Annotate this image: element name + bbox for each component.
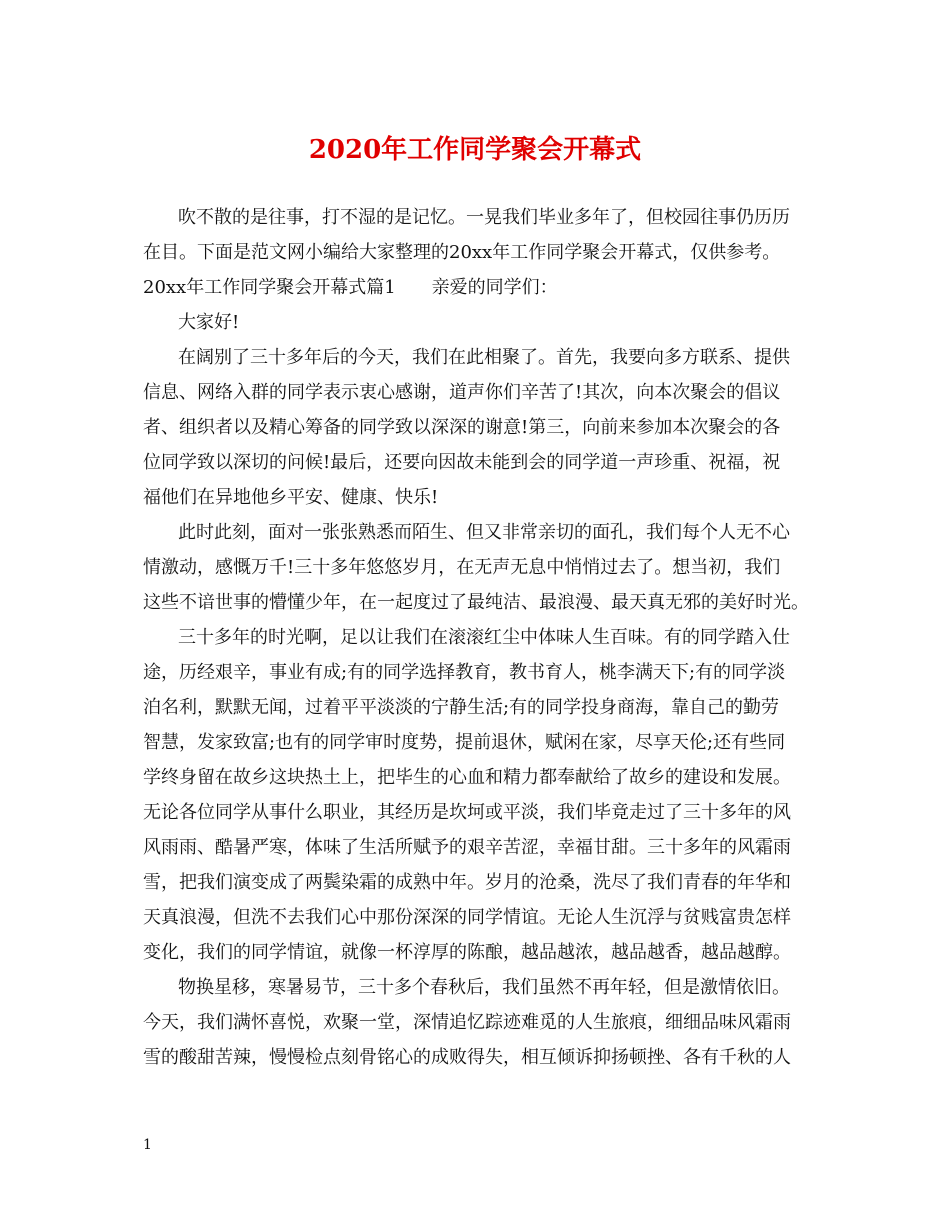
body-line: 者、组织者以及精心筹备的同学致以深深的谢意!第三，向前来参加本次聚会的各 xyxy=(143,417,781,438)
body-line: 风雨雨、酷暑严寒，体味了生活所赋予的艰辛苦涩，幸福甘甜。三十多年的风霜雨 xyxy=(143,837,791,858)
body-line: 今天，我们满怀喜悦，欢聚一堂，深情追忆踪迹难觅的人生旅痕，细细品味风霜雨 xyxy=(143,1012,791,1033)
body-line: 此时此刻，面对一张张熟悉而陌生、但又非常亲切的面孔，我们每个人无不心 xyxy=(178,522,790,543)
body-line: 情激动，感慨万千!三十多年悠悠岁月，在无声无息中悄悄过去了。想当初，我们 xyxy=(143,557,781,578)
body-line: 吹不散的是往事，打不湿的是记忆。一晃我们毕业多年了，但校园往事仍历历 xyxy=(178,207,790,228)
body-line: 泊名利，默默无闻，过着平平淡淡的宁静生活;有的同学投身商海，靠自己的勤劳 xyxy=(143,697,780,718)
body-line: 位同学致以深切的问候!最后，还要向因故未能到会的同学道一声珍重、祝福，祝 xyxy=(143,452,781,473)
body-line: 变化，我们的同学情谊，就像一杯淳厚的陈酿，越品越浓，越品越香，越品越醇。 xyxy=(143,942,791,963)
document-title: 2020年工作同学聚会开幕式 xyxy=(308,135,642,165)
body-line: 三十多年的时光啊，足以让我们在滚滚红尘中体味人生百味。有的同学踏入仕 xyxy=(178,627,790,648)
page-number: 1 xyxy=(143,1137,152,1153)
body-line: 这些不谙世事的懵懂少年，在一起度过了最纯洁、最浪漫、最天真无邪的美好时光。 xyxy=(143,592,809,613)
body-line: 无论各位同学从事什么职业，其经历是坎坷或平淡，我们毕竟走过了三十多年的风 xyxy=(143,802,791,823)
body-line: 途，历经艰辛，事业有成;有的同学选择教育，教书育人，桃李满天下;有的同学淡 xyxy=(143,662,786,683)
body-line: 雪的酸甜苦辣，慢慢检点刻骨铭心的成败得失，相互倾诉抑扬顿挫、各有千秋的人 xyxy=(143,1047,791,1068)
document-body xyxy=(143,200,815,1075)
body-line: 雪，把我们演变成了两鬓染霜的成熟中年。岁月的沧桑，洗尽了我们青春的年华和 xyxy=(143,872,791,893)
body-line: 在目。下面是范文网小编给大家整理的20xx年工作同学聚会开幕式，仅供参考。 xyxy=(143,242,781,263)
body-line: 大家好! xyxy=(178,312,240,333)
body-line: 智慧，发家致富;也有的同学审时度势，提前退休，赋闲在家，尽享天伦;还有些同 xyxy=(143,732,786,753)
body-line: 20xx年工作同学聚会开幕式篇1 亲爱的同学们： xyxy=(143,277,558,298)
body-line: 学终身留在故乡这块热土上，把毕生的心血和精力都奉献给了故乡的建设和发展。 xyxy=(143,767,791,788)
body-line: 在阔别了三十多年后的今天，我们在此相聚了。首先，我要向多方联系、提供 xyxy=(178,347,790,368)
body-line: 天真浪漫，但洗不去我们心中那份深深的同学情谊。无论人生沉浮与贫贱富贵怎样 xyxy=(143,907,791,928)
body-line: 信息、网络入群的同学表示衷心感谢，道声你们辛苦了!其次，向本次聚会的倡议 xyxy=(143,382,781,403)
body-line: 福他们在异地他乡平安、健康、快乐! xyxy=(143,487,439,508)
body-line: 物换星移，寒暑易节，三十多个春秋后，我们虽然不再年轻，但是激情依旧。 xyxy=(178,977,790,998)
